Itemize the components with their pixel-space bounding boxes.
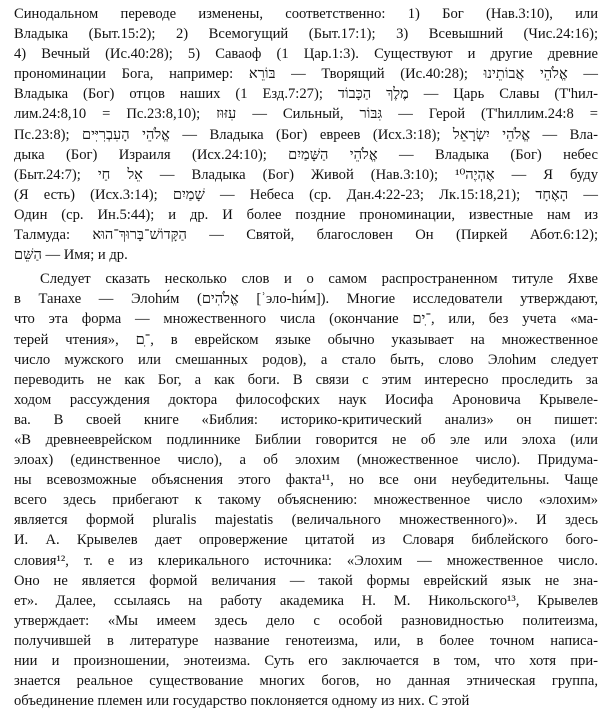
text-line: Талмуда: הַקָּדוֹשׁ־בָּרוּךְ־הוּא — Святой, благословен Он (Пиркей Абот.6:12); xyxy=(14,227,598,244)
text-line: «В древнееврейском подлиннике Библии говорится не об эле или элоха (или xyxy=(14,431,598,448)
text-line: ходом рассуждения доктора философских наук Иосифа Ароновича Крывеле- xyxy=(14,391,598,408)
text-line: нии и произношении, энотеизма. Суть его заключается в том, что хотя при- xyxy=(14,653,598,669)
text-line: элоах) (единственное число), а об элохим (множественное число). Придума- xyxy=(14,452,598,469)
text-line: Следует сказать несколько слов и о самом распространенном титуле Яхве xyxy=(40,271,598,288)
text-line: лим.24:8,10 = Пс.23:8,10); עִזּוּז — Сильный, גִּבּוֹר — Герой (Т'hиллим.24:8 = xyxy=(14,106,598,123)
text-line: всего здесь прибегают к такому объяснению: множественное число «элохим» xyxy=(14,492,598,509)
text-line: переводить не как Бог, а как боги. В связи с этим интересно проследить за xyxy=(14,371,598,388)
text-line: ва. В своей книге «Библия: историко-критический анализ» он пишет: xyxy=(14,411,598,428)
text-line: дыка (Бог) Израиля (Исх.24:10); אֱלֹהֵי הַשָּׁמַיִם — Владыка (Бог) небес xyxy=(14,146,598,163)
text-line: в Танахе — Элоhи́м (אֱלֹהִים [ʾэло-hи́м]). Многие исследователи утверждают, xyxy=(14,291,599,308)
text-line: объединение племен или государство поклоняется одному из них. С этой xyxy=(14,693,470,710)
text-line: (Быт.24:7); אֵל חַי — Владыка (Бог) Живой (Нав.3:10); אֶהְיֶה¹⁰ — Я буду xyxy=(14,166,598,183)
text-line: 4) Вечный (Ис.40:28); 5) Саваоф (1 Цар.1:3). Существуют и другие древние xyxy=(14,46,598,63)
paragraph-elohim xyxy=(14,269,598,711)
text-line: הַשֵּׁם — Имя; и др. xyxy=(14,247,128,264)
text-line: словия¹², т. е из клерикального источника: «Элохим — множественное число. xyxy=(14,552,598,569)
text-line: Синодальном переводе изменены, соответственно: 1) Бог (Нав.3:10), или xyxy=(14,6,598,22)
text-line: Владыка (Быт.15:2); 2) Всемогущий (Быт.17:1); 3) Всевышний (Чис.24:16); xyxy=(14,26,598,43)
text-line: знается реальное существование многих богов, но данная этническая группа, xyxy=(14,673,598,690)
text-line: терей чтения», ־ִם, в еврейском языке обычно указывает на множественное xyxy=(14,331,598,348)
text-line: Владыка (Бог) отцов наших (1 Езд.7:27); מֶלֶךְ הַכָּבוֹד — Царь Славы (Т'hил- xyxy=(14,86,598,103)
text-line: что эта форма — множественного числа (окончание ־ִים, или, без учета «ма- xyxy=(14,311,598,328)
text-line: (Я есть) (Исх.3:14); שָׁמַיִם — Небеса (ср. Дан.4:22-23; Лк.15:18,21); הָאֶחָד — xyxy=(14,186,598,203)
text-line: утверждает: «Мы имеем здесь дело с особой разновидностью политеизма, xyxy=(14,612,598,629)
text-line: Один (ср. Ин.5:44); и др. И более поздние прономинации, известные нам из xyxy=(14,206,598,223)
text-line: Оно не является формой величания — такой формы еврейский язык не зна- xyxy=(14,572,598,589)
text-line: И. А. Крывелев дает опровержение цитатой из Словаря библейского бого- xyxy=(14,532,598,549)
text-line: число мужского или смешанных родов), а стало быть, слово Элоhим следует xyxy=(14,351,598,368)
text-line: получившей в литературе название генотеизма, или, в более точном написа- xyxy=(14,632,598,649)
text-line: Пс.23:8); אֱלֹהֵי הָעִבְרִיִּים — Владыка (Бог) евреев (Исх.3:18); אֱלֹהֵי יִשְׂרָאֵל — Вла- xyxy=(14,126,598,143)
text-line: ны всевозможные объяснения этого факта¹¹, но все они неубедительны. Чаще xyxy=(14,472,598,489)
paragraph-pronominations xyxy=(14,4,598,265)
text-line: ет». Далее, ссылаясь на работу академика Н. М. Никольского¹³, Крывелев xyxy=(14,592,598,609)
document-page xyxy=(14,4,598,711)
text-line: является формой pluralis majestatis (величального множественного)». И здесь xyxy=(14,512,598,529)
text-line: прономинации Бога, например: בּוֹרֵא — Творящий (Ис.40:28); אֱלֹהֵי אֲבוֹתֵינוּ — xyxy=(14,66,599,83)
